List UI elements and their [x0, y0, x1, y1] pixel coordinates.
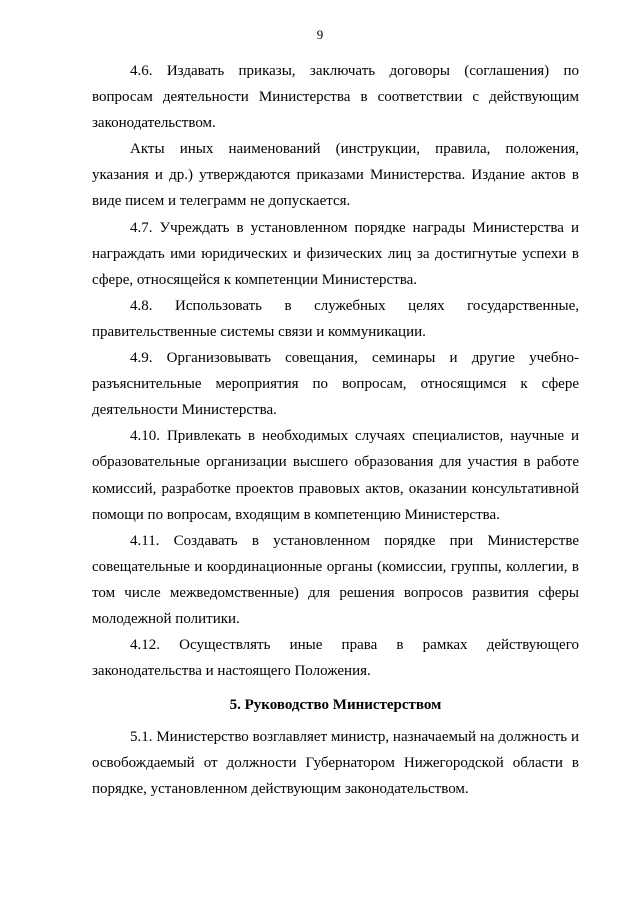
paragraph-4-10: 4.10. Привлекать в необходимых случаях специалистов, научные и образовательные организации высшего образования для участия в работе комиссий, разработке проектов правовых актов, оказании консультативной помощи по вопросам, входящим в компетенцию Министерства. [92, 428, 579, 523]
paragraph-5-1: 5.1. Министерство возглавляет министр, назначаемый на должность и освобождаемый от должности Губернатором Нижегородской области в порядке, установленном действующим законодательством. [92, 729, 579, 798]
paragraph-4-11: 4.11. Создавать в установленном порядке при Министерстве совещательные и координационные органы (комиссии, группы, коллегии, в том числе межведомственные) для решения вопросов развития сферы молодежной политики. [92, 532, 579, 627]
paragraph-4-12: 4.12. Осуществлять иные права в рамках действующего законодательства и настоящего Положения. [92, 637, 579, 680]
paragraph-4-6: 4.6. Издавать приказы, заключать договоры (соглашения) по вопросам деятельности Министерства в соответствии с действующим законодательством. [92, 63, 579, 132]
document-body [92, 58, 579, 803]
section-heading: 5. Руководство Министерством [229, 697, 442, 714]
paragraph-4-8: 4.8. Использовать в служебных целях государственные, правительственные системы связи и коммуникации. [92, 297, 579, 340]
paragraph-acts: Акты иных наименований (инструкции, правила, положения, указания и др.) утверждаются приказами Министерства. Издание актов в виде писем и телеграмм не допускается. [92, 141, 579, 210]
paragraph-4-9: 4.9. Организовывать совещания, семинары и другие учебно-разъяснительные мероприятия по вопросам, относящимся к сфере деятельности Министерства. [92, 350, 579, 419]
paragraph-4-7: 4.7. Учреждать в установленном порядке награды Министерства и награждать ими юридических и физических лиц за достигнутые успехи в сфере, относящейся к компетенции Министерства. [92, 219, 579, 288]
page-number: 9 [316, 27, 324, 42]
